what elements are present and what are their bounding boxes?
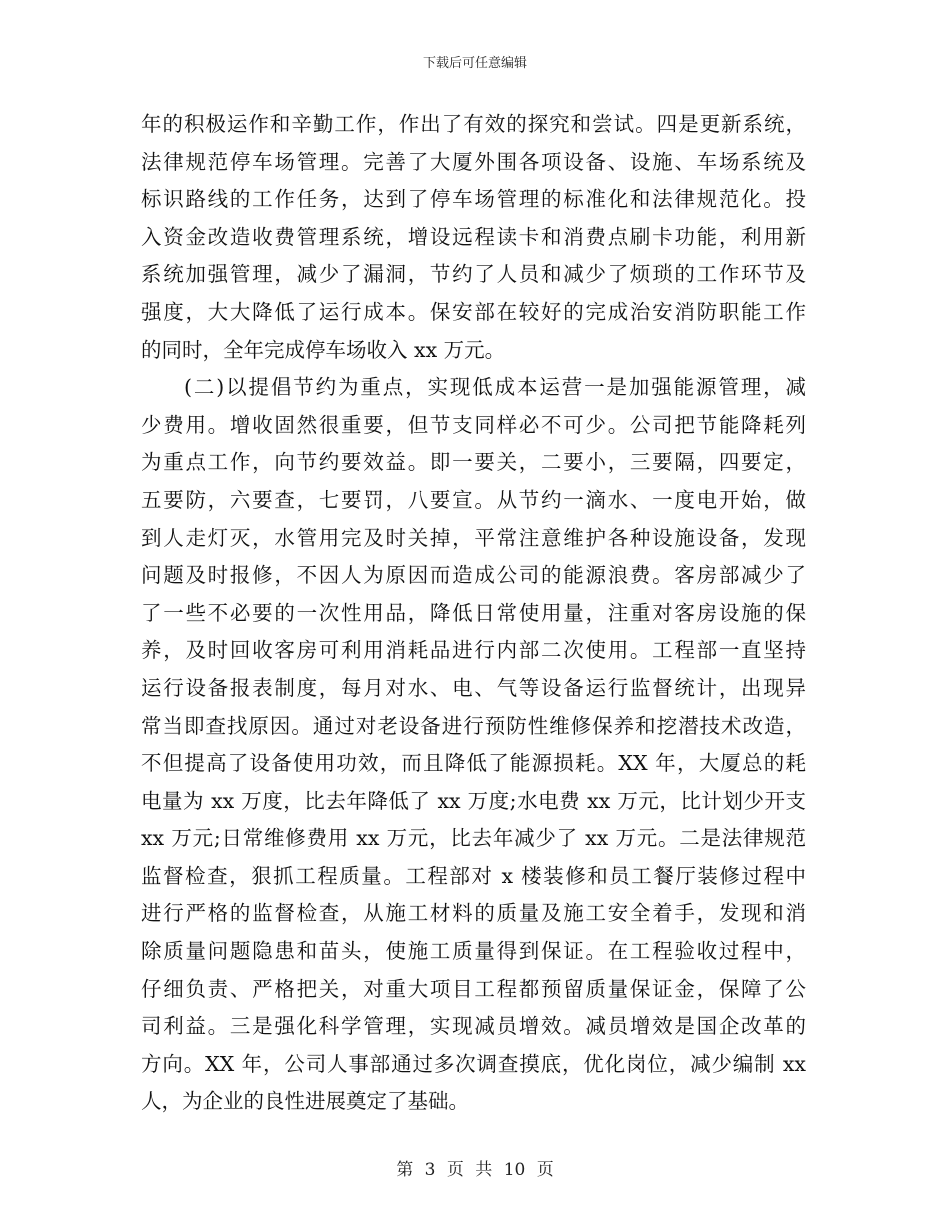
- paragraph-line: xx 万元;日常维修费用 xx 万元，比去年减少了 xx 万元。二是法律规范: [141, 826, 806, 851]
- paragraph-line: 仔细负责、严格把关，对重大项目工程都预留质量保证金，保障了公: [141, 976, 806, 1001]
- paragraph-line: 问题及时报修，不因人为原因而造成公司的能源浪费。客房部减少了: [141, 563, 806, 588]
- paragraph-line: 监督检查，狠抓工程质量。工程部对 x 楼装修和员工餐厅装修过程中: [141, 863, 806, 888]
- page-header: 下载后可任意编辑: [422, 56, 527, 71]
- paragraph-line: 了一些不必要的一次性用品，降低日常使用量，注重对客房设施的保: [141, 600, 806, 625]
- paragraph-line: 不但提高了设备使用功效，而且降低了能源损耗。XX 年，大厦总的耗: [141, 751, 806, 776]
- paragraph-line: 到人走灯灭，水管用完及时关掉，平常注意维护各种设施设备，发现: [141, 525, 806, 550]
- paragraph-line: 为重点工作，向节约要效益。即一要关，二要小，三要隔，四要定，: [141, 450, 806, 475]
- paragraph-line: 运行设备报表制度，每月对水、电、气等设备运行监督统计，出现异: [141, 675, 806, 700]
- paragraph-line: 系统加强管理，减少了漏洞，节约了人员和减少了烦琐的工作环节及: [141, 262, 806, 287]
- paragraph-line: 入资金改造收费管理系统，增设远程读卡和消费点刷卡功能，利用新: [141, 224, 806, 249]
- paragraph-line: 的同时，全年完成停车场收入 xx 万元。: [141, 337, 506, 362]
- paragraph-line: 年的积极运作和辛勤工作，作出了有效的探究和尝试。四是更新系统，: [141, 112, 806, 136]
- paragraph-line: 司利益。三是强化科学管理，实现减员增效。减员增效是国企改革的: [141, 1014, 806, 1039]
- paragraph-line: 强度，大大降低了运行成本。保安部在较好的完成治安消防职能工作: [141, 299, 806, 324]
- paragraph-line: 除质量问题隐患和苗头，使施工质量得到保证。在工程验收过程中，: [141, 939, 806, 964]
- paragraph-line: 少费用。增收固然很重要，但节支同样必不可少。公司把节能降耗列: [141, 412, 806, 437]
- paragraph-line: 养，及时回收客房可利用消耗品进行内部二次使用。工程部一直坚持: [141, 638, 806, 663]
- paragraph-line: (二)以提倡节约为重点，实现低成本运营一是加强能源管理，减: [184, 375, 806, 400]
- paragraph-line: 人，为企业的良性进展奠定了基础。: [141, 1089, 469, 1114]
- paragraph-line: 常当即查找原因。通过对老设备进行预防性维修保养和挖潜技术改造，: [141, 713, 806, 738]
- paragraph-line: 五要防，六要查，七要罚，八要宣。从节约一滴水、一度电开始，做: [141, 487, 806, 512]
- body-text: [141, 106, 806, 1121]
- paragraph-line: 进行严格的监督检查，从施工材料的质量及施工安全着手，发现和消: [141, 901, 806, 926]
- page-number: 第 3 页 共 10 页: [396, 1160, 554, 1180]
- paragraph-line: 标识路线的工作任务，达到了停车场管理的标准化和法律规范化。投: [141, 187, 806, 212]
- paragraph-line: 电量为 xx 万度，比去年降低了 xx 万度;水电费 xx 万元，比计划少开支: [141, 788, 806, 813]
- paragraph-line: 法律规范停车场管理。完善了大厦外围各项设备、设施、车场系统及: [141, 149, 806, 174]
- paragraph-line: 方向。XX 年，公司人事部通过多次调查摸底，优化岗位，减少编制 xx: [141, 1051, 806, 1076]
